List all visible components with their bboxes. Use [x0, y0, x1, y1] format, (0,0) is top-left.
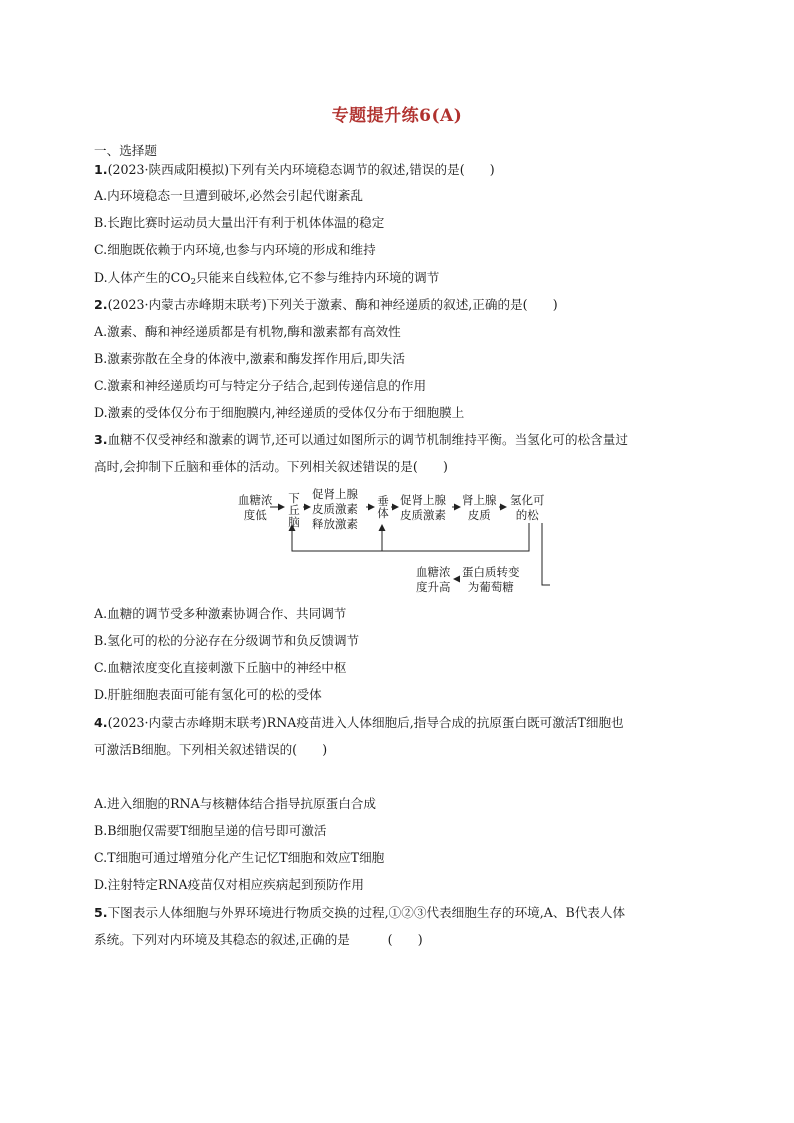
- question-number: 5.: [94, 905, 108, 920]
- section-heading: 一、选择题: [94, 143, 157, 158]
- node-protein-conversion: [462, 565, 520, 595]
- node-high-glucose: [416, 565, 451, 595]
- node-text: 蛋白质转变: [462, 565, 520, 579]
- node-pituitary: 垂体: [377, 494, 389, 520]
- question-number: 3.: [94, 432, 108, 447]
- question-3-option-a: A.血糖的调节受多种激素协调合作、共同调节: [94, 606, 347, 621]
- question-4-stem-line-2: 可激活B细胞。下列相关叙述错误的( ): [94, 742, 328, 757]
- node-text: 皮质激素: [400, 508, 446, 522]
- question-3-stem: [94, 431, 704, 449]
- node-text: 氢化可: [510, 493, 545, 507]
- question-text: (2023·陕西咸阳模拟)下列有关内环境稳态调节的叙述,错误的是( ): [107, 162, 495, 177]
- arrow-cortisol-down: [542, 523, 550, 585]
- question-4-stem: [94, 714, 704, 732]
- subscript: 2: [190, 277, 197, 287]
- question-number: 1.: [94, 162, 108, 177]
- node-text: 为葡萄糖: [467, 580, 514, 594]
- question-3-option-d: D.肝脏细胞表面可能有氢化可的松的受体: [94, 687, 322, 702]
- node-text: 血糖浓: [416, 565, 451, 579]
- question-text: 血糖不仅受神经和激素的调节,还可以通过如图所示的调节机制维持平衡。当氢化可的松含量过: [107, 432, 628, 447]
- question-4-option-b: B.B细胞仅需要T细胞呈递的信号即可激活: [94, 823, 327, 838]
- question-2-option-d: D.激素的受体仅分布于细胞膜内,神经递质的受体仅分布于细胞膜上: [94, 405, 465, 420]
- question-2-option-b: B.激素弥散在全身的体液中,激素和酶发挥作用后,即失活: [94, 351, 405, 366]
- regulation-diagram: [232, 487, 572, 599]
- node-text: 度低: [243, 508, 267, 522]
- option-text: 只能来自线粒体,它不参与维持内环境的调节: [196, 270, 440, 285]
- node-text: 的松: [515, 508, 539, 522]
- node-hypothalamus: 下丘脑: [288, 491, 300, 529]
- node-crh: [312, 487, 358, 532]
- question-text: (2023·内蒙古赤峰期末联考)下列关于激素、酶和神经递质的叙述,正确的是( ): [107, 297, 558, 312]
- question-1-option-c: C.细胞既依赖于内环境,也参与内环境的形成和维持: [94, 242, 376, 257]
- question-1-option-a: A.内环境稳态一旦遭到破坏,必然会引起代谢紊乱: [94, 188, 363, 203]
- question-3-option-b: B.氢化可的松的分泌存在分级调节和负反馈调节: [94, 633, 360, 648]
- question-4-option-d: D.注射特定RNA疫苗仅对相应疾病起到预防作用: [94, 877, 364, 892]
- question-5-stem: [94, 904, 704, 922]
- node-text: 血糖浓: [238, 493, 273, 507]
- question-4-option-a: A.进入细胞的RNA与核糖体结合指导抗原蛋白合成: [94, 796, 376, 811]
- question-3-stem-line-2: 高时,会抑制下丘脑和垂体的活动。下列相关叙述错误的是( ): [94, 459, 448, 474]
- node-text: 促肾上腺: [400, 493, 446, 507]
- node-text: 皮质激素: [312, 502, 358, 516]
- question-5-stem-line-2: 系统。下列对内环境及其稳态的叙述,正确的是 ( ): [94, 932, 423, 947]
- question-number: 4.: [94, 715, 108, 730]
- question-2-option-c: C.激素和神经递质均可与特定分子结合,起到传递信息的作用: [94, 378, 427, 393]
- node-acth: [400, 493, 446, 523]
- node-text: 肾上腺: [462, 493, 497, 507]
- node-cortisol: [510, 493, 545, 523]
- question-2-option-a: A.激素、酶和神经递质都是有机物,酶和激素都有高效性: [94, 324, 401, 339]
- option-text: D.人体产生的CO: [94, 270, 191, 285]
- question-text: 下图表示人体细胞与外界环境进行物质交换的过程,①②③代表细胞生存的环境,A、B代表人体: [107, 905, 626, 920]
- node-low-glucose: [238, 493, 273, 523]
- page-title: 专题提升练6(A): [331, 106, 463, 126]
- question-text: (2023·内蒙古赤峰期末联考)RNA疫苗进入人体细胞后,指导合成的抗原蛋白既可激活T细胞也: [107, 715, 624, 730]
- node-text: 释放激素: [312, 517, 358, 531]
- question-2-stem: [94, 296, 704, 314]
- question-1-stem: [94, 161, 704, 179]
- node-text: 促肾上腺: [312, 487, 358, 501]
- question-number: 2.: [94, 297, 108, 312]
- node-adrenal-cortex: [462, 493, 497, 523]
- node-text: 皮质: [467, 508, 491, 522]
- node-text: 度升高: [416, 580, 451, 594]
- question-1-option-d: [94, 269, 704, 291]
- question-4-option-c: C.T细胞可通过增殖分化产生记忆T细胞和效应T细胞: [94, 850, 385, 865]
- question-3-option-c: C.血糖浓度变化直接刺激下丘脑中的神经中枢: [94, 660, 347, 675]
- question-1-option-b: B.长跑比赛时运动员大量出汗有利于机体体温的稳定: [94, 215, 385, 230]
